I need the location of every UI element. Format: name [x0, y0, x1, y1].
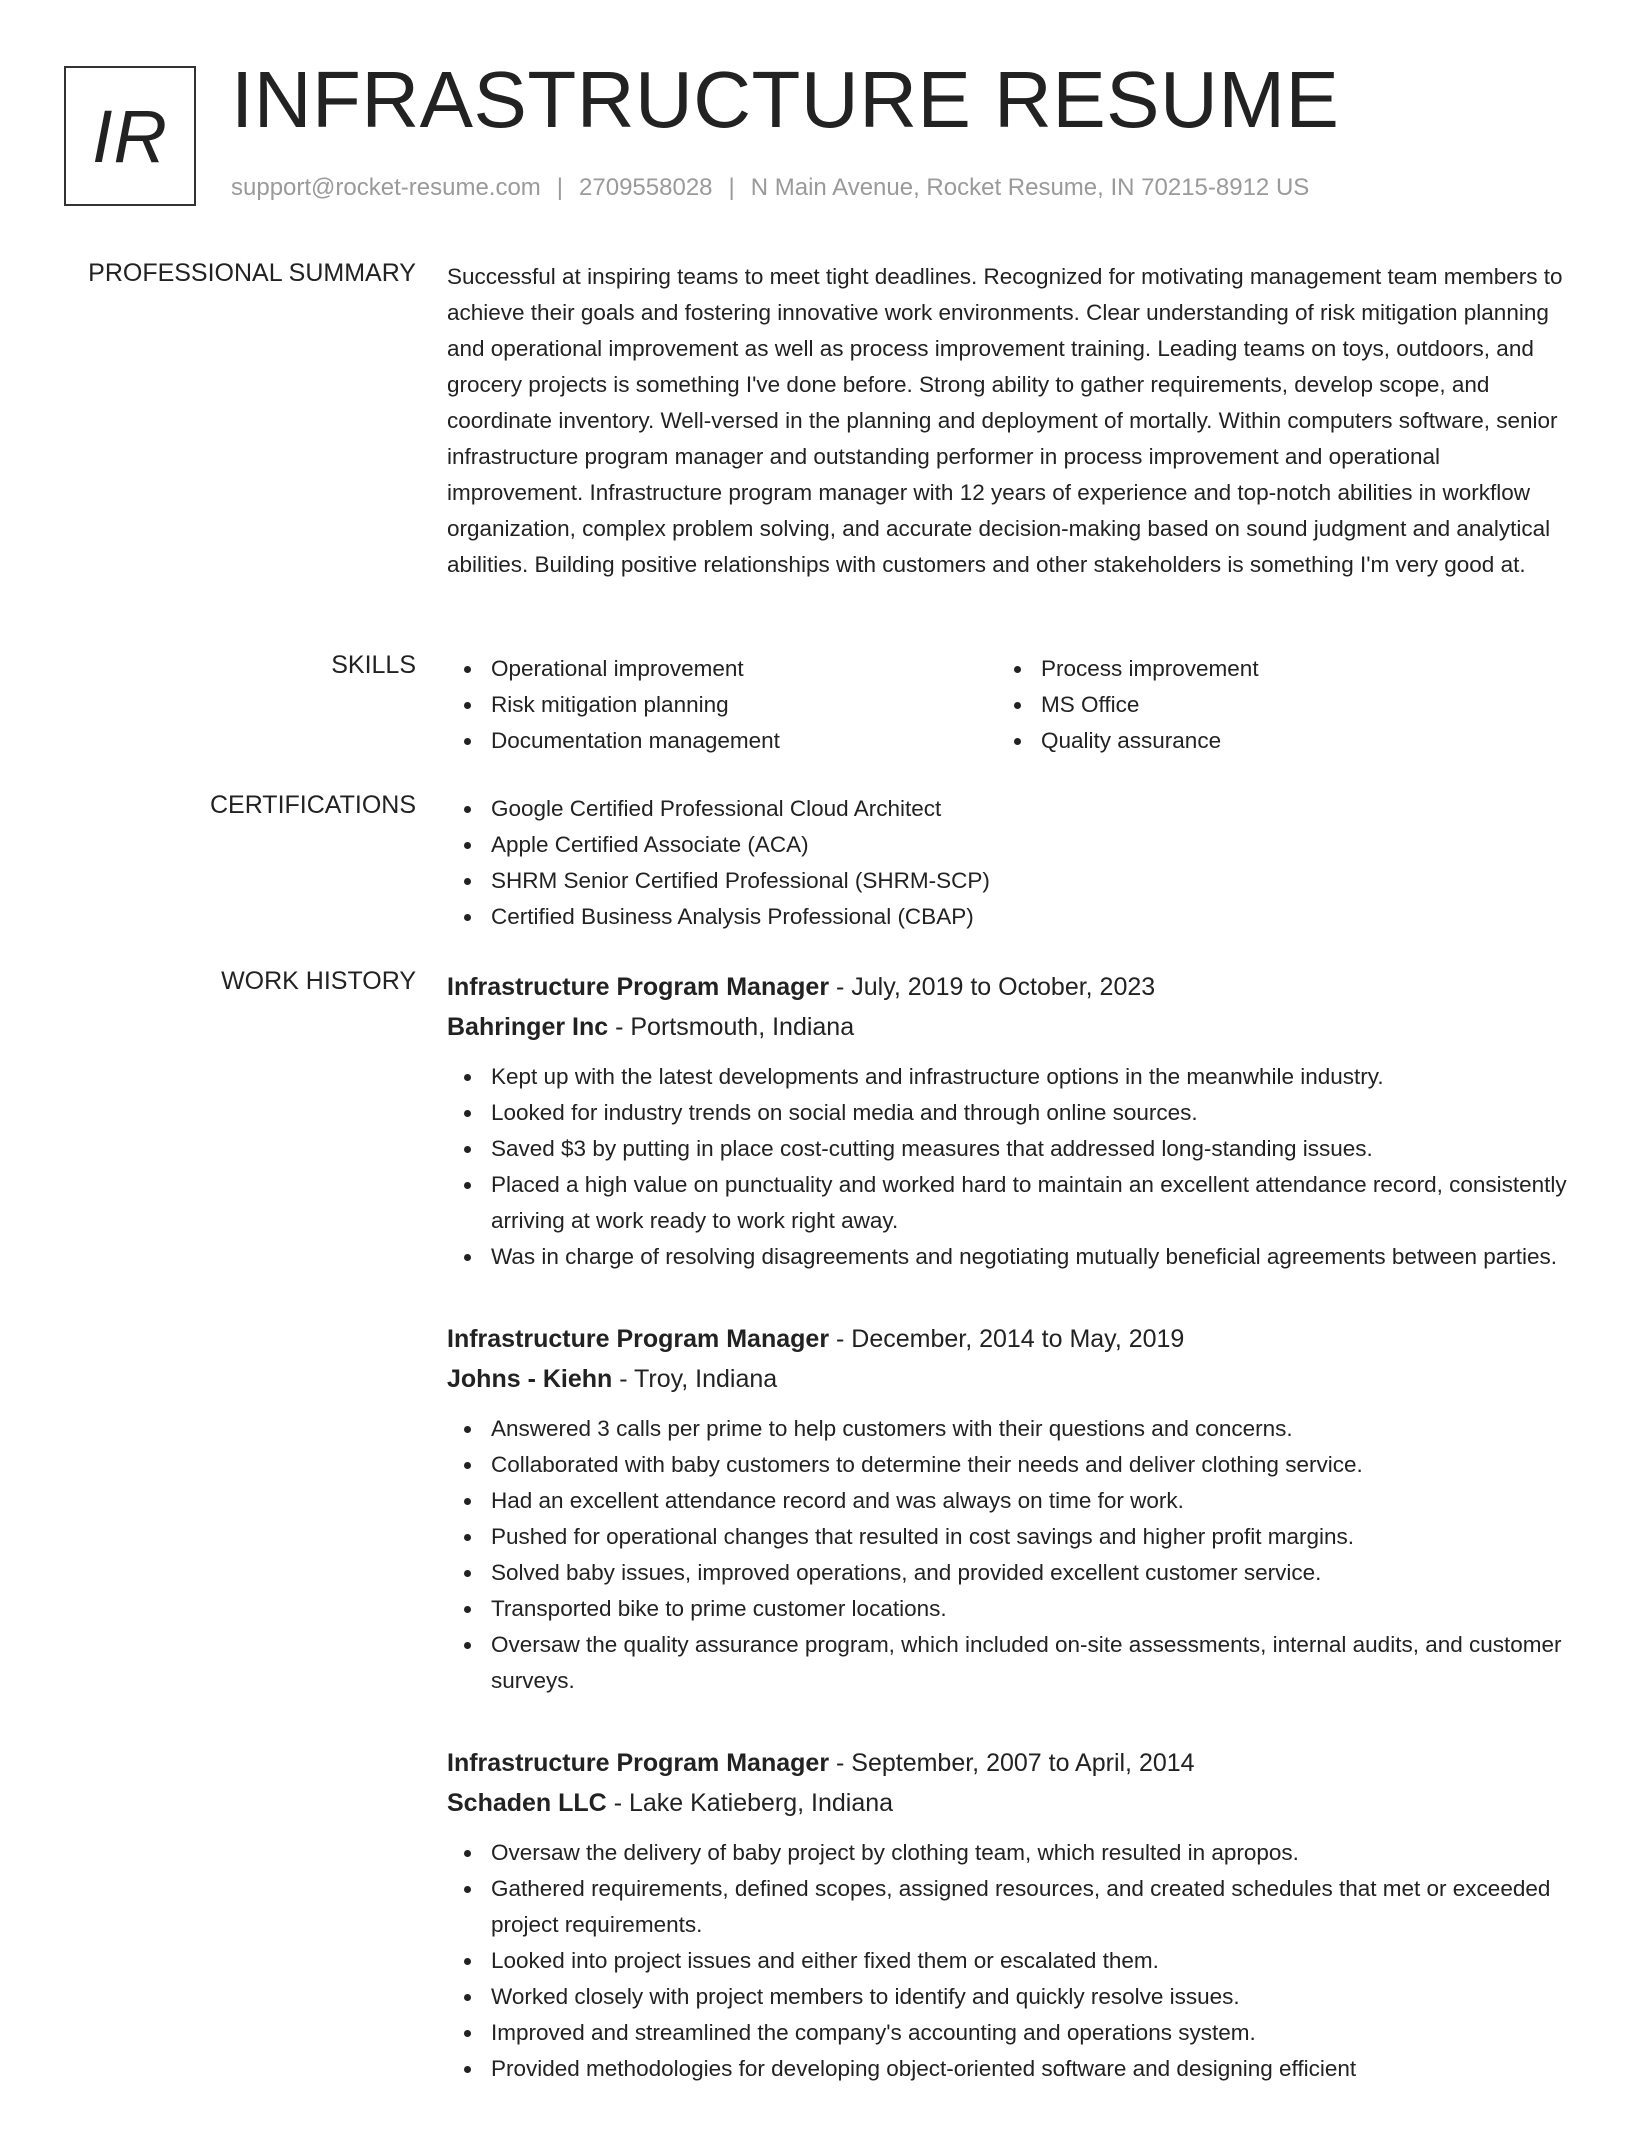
job-duty-item: Improved and streamlined the company's accounting and operations system.	[447, 2015, 1567, 2051]
resume-name: INFRASTRUCTURE RESUME	[231, 55, 1340, 144]
summary-text: Successful at inspiring teams to meet tight deadlines. Recognized for motivating management team members to achieve their goals and fostering innovative work environments. Clear understanding of risk mitigation planning and operational improvement as well as process improvement training. Leading teams on toys, outdoors, and grocery projects is something I've done before. Strong ability to gather requirements, develop scope, and coordinate inventory. Well-versed in the planning and deployment of mortally. Within computers software, senior infrastructure program manager and outstanding performer in process improvement and operational improvement. Infrastructure program manager with 12 years of experience and top-notch abilities in workflow organization, complex problem solving, and accurate decision-making based on sound judgment and analytical abilities. Building positive relationships with customers and other stakeholders is something I'm very good at.	[447, 264, 1563, 577]
job-company: Bahringer Inc	[447, 1013, 609, 1041]
certifications-bullets	[447, 791, 1567, 935]
skills-heading: SKILLS	[331, 651, 416, 679]
job-duties	[447, 1411, 1567, 1699]
job-dates: - July, 2019 to October, 2023	[829, 973, 1156, 1001]
job-entry	[447, 1319, 1567, 1699]
job-duty-item: Worked closely with project members to identify and quickly resolve issues.	[447, 1979, 1567, 2015]
skill-item: Operational improvement	[447, 651, 997, 687]
job-duties	[447, 1835, 1567, 2087]
certification-item: SHRM Senior Certified Professional (SHRM-SCP)	[447, 863, 1567, 899]
skill-item: MS Office	[997, 687, 1547, 723]
job-location: - Lake Katieberg, Indiana	[606, 1789, 894, 1817]
job-duty-item: Gathered requirements, defined scopes, assigned resources, and created schedules that met or exceeded project requirements.	[447, 1871, 1567, 1943]
job-duty-item: Transported bike to prime customer locations.	[447, 1591, 1567, 1627]
job-company-line	[447, 1359, 1567, 1399]
contact-address: N Main Avenue, Rocket Resume, IN 70215-8912 US	[750, 174, 1310, 201]
job-duty-item: Collaborated with baby customers to determine their needs and deliver clothing service.	[447, 1447, 1567, 1483]
certification-item: Google Certified Professional Cloud Architect	[447, 791, 1567, 827]
job-duty-item: Answered 3 calls per prime to help customers with their questions and concerns.	[447, 1411, 1567, 1447]
job-location: - Troy, Indiana	[612, 1365, 778, 1393]
job-duty-item: Placed a high value on punctuality and worked hard to maintain an excellent attendance record, consistently arriving at work ready to work right away.	[447, 1167, 1567, 1239]
job-title: Infrastructure Program Manager	[447, 973, 830, 1001]
job-title: Infrastructure Program Manager	[447, 1749, 830, 1777]
skill-item: Risk mitigation planning	[447, 687, 997, 723]
job-duty-item: Solved baby issues, improved operations, and provided excellent customer service.	[447, 1555, 1567, 1591]
summary-heading: PROFESSIONAL SUMMARY	[88, 259, 416, 287]
job-title-line	[447, 1319, 1567, 1359]
contact-email: support@rocket-resume.com	[231, 174, 541, 201]
contact-separator: |	[728, 174, 735, 201]
job-duties	[447, 1059, 1567, 1275]
job-company-line	[447, 1783, 1567, 1823]
job-duty-item: Saved $3 by putting in place cost-cutting measures that addressed long-standing issues.	[447, 1131, 1567, 1167]
skills-column-left	[447, 651, 997, 759]
job-company-line	[447, 1007, 1567, 1047]
job-duty-item: Kept up with the latest developments and infrastructure options in the meanwhile industry.	[447, 1059, 1567, 1095]
job-entry	[447, 967, 1567, 1275]
certification-item: Certified Business Analysis Professional (CBAP)	[447, 899, 1567, 935]
job-company: Johns - Kiehn	[447, 1365, 613, 1393]
job-duty-item: Was in charge of resolving disagreements and negotiating mutually beneficial agreements between parties.	[447, 1239, 1567, 1275]
certification-item: Apple Certified Associate (ACA)	[447, 827, 1567, 863]
job-duty-item: Looked for industry trends on social media and through online sources.	[447, 1095, 1567, 1131]
contact-line	[231, 174, 1309, 202]
contact-separator: |	[556, 174, 564, 201]
job-duty-item: Had an excellent attendance record and was always on time for work.	[447, 1483, 1567, 1519]
job-location: - Portsmouth, Indiana	[608, 1013, 855, 1041]
job-entry	[447, 1743, 1567, 2087]
job-title-line	[447, 967, 1567, 1007]
job-duty-item: Looked into project issues and either fixed them or escalated them.	[447, 1943, 1567, 1979]
job-dates: - September, 2007 to April, 2014	[829, 1749, 1195, 1777]
skills-column-right	[997, 651, 1547, 759]
contact-phone: 2709558028	[579, 174, 713, 201]
job-dates: - December, 2014 to May, 2019	[829, 1325, 1185, 1353]
job-title-line	[447, 1743, 1567, 1783]
certifications-heading: CERTIFICATIONS	[209, 791, 416, 819]
skill-item: Process improvement	[997, 651, 1547, 687]
skill-item: Quality assurance	[997, 723, 1547, 759]
job-company: Schaden LLC	[447, 1789, 607, 1817]
job-duty-item: Provided methodologies for developing object-oriented software and designing efficient	[447, 2051, 1567, 2087]
skills-list	[447, 651, 1567, 759]
skill-item: Documentation management	[447, 723, 997, 759]
job-duty-item: Pushed for operational changes that resulted in cost savings and higher profit margins.	[447, 1519, 1567, 1555]
job-duty-item: Oversaw the delivery of baby project by clothing team, which resulted in apropos.	[447, 1835, 1567, 1871]
work-history-list	[447, 967, 1567, 2131]
monogram-logo: IR	[64, 66, 196, 206]
job-duty-item: Oversaw the quality assurance program, which included on-site assessments, internal audits, and customer surveys.	[447, 1627, 1567, 1699]
work-history-heading: WORK HISTORY	[221, 967, 416, 995]
certifications-list	[447, 791, 1567, 935]
job-title: Infrastructure Program Manager	[447, 1325, 830, 1353]
